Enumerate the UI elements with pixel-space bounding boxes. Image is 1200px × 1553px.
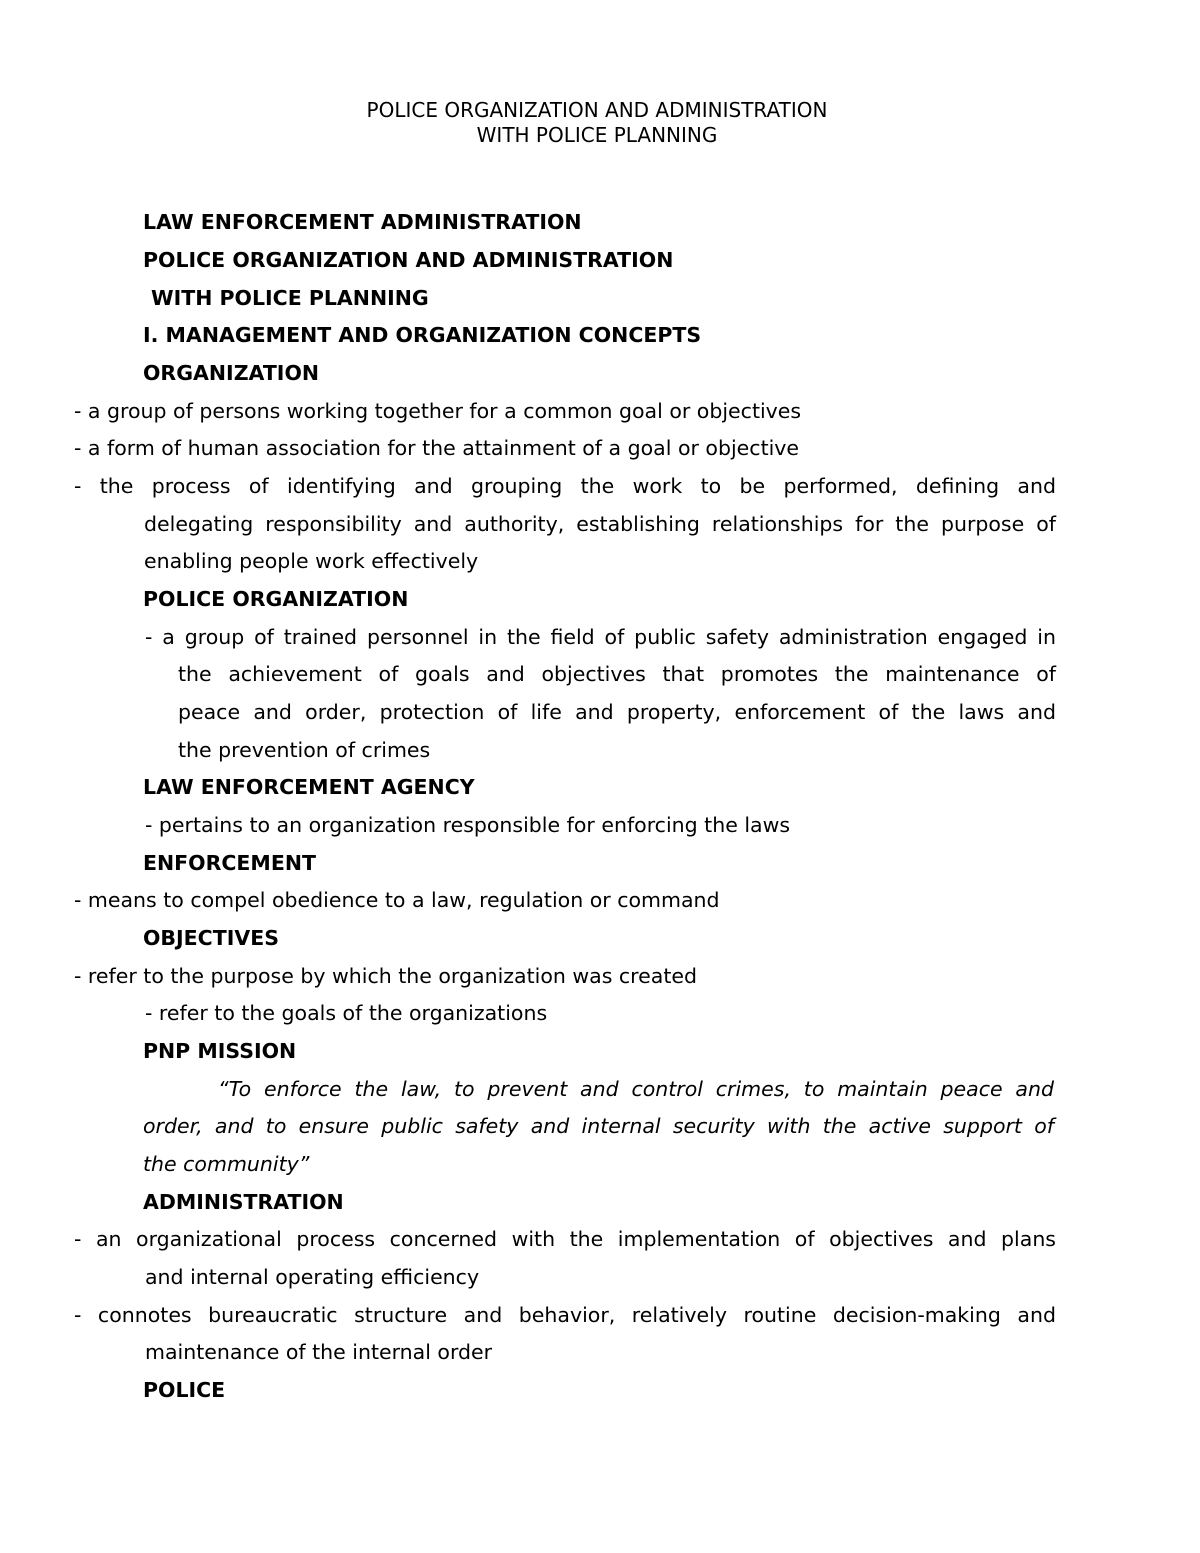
organization-definition-1: - a group of persons working together for a common goal or objectives xyxy=(74,399,802,423)
heading-section-1: I. MANAGEMENT AND ORGANIZATION CONCEPTS xyxy=(143,323,702,347)
administration-definition-1-line-1: - an organizational process concerned with the implementation of objectives and plans xyxy=(74,1227,1056,1251)
enforcement-definition: - means to compel obedience to a law, regulation or command xyxy=(74,888,720,912)
organization-definition-3-line-3: enabling people work effectively xyxy=(144,549,479,573)
administration-definition-1-line-2: and internal operating efficiency xyxy=(145,1265,480,1289)
police-organization-line-3: peace and order, protection of life and property, enforcement of the laws and xyxy=(178,700,1056,724)
heading-police-organization: POLICE ORGANIZATION xyxy=(143,587,409,611)
organization-definition-3-line-2: delegating responsibility and authority, establishing relationships for the purpose of xyxy=(144,512,1056,536)
administration-definition-2-line-1: - connotes bureaucratic structure and behavior, relatively routine decision-making and xyxy=(74,1303,1056,1327)
heading-police: POLICE xyxy=(143,1378,226,1402)
law-enforcement-agency-definition: - pertains to an organization responsible for enforcing the laws xyxy=(145,813,791,837)
organization-definition-2: - a form of human association for the attainment of a goal or objective xyxy=(74,436,800,460)
heading-police-organization-and-administration: POLICE ORGANIZATION AND ADMINISTRATION xyxy=(143,248,674,272)
document-title-line-2: WITH POLICE PLANNING xyxy=(476,123,718,147)
police-organization-line-4: the prevention of crimes xyxy=(178,738,431,762)
police-organization-line-2: the achievement of goals and objectives that promotes the maintenance of xyxy=(178,662,1056,686)
pnp-mission-line-2: order, and to ensure public safety and internal security with the active support of xyxy=(143,1114,1054,1138)
document-title-line-1: POLICE ORGANIZATION AND ADMINISTRATION xyxy=(366,98,828,122)
objectives-definition-1: - refer to the purpose by which the organization was created xyxy=(74,964,697,988)
heading-with-police-planning: WITH POLICE PLANNING xyxy=(151,286,429,310)
pnp-mission-line-3: the community” xyxy=(143,1152,310,1176)
heading-enforcement: ENFORCEMENT xyxy=(143,851,316,875)
heading-organization: ORGANIZATION xyxy=(143,361,320,385)
objectives-definition-2: - refer to the goals of the organizations xyxy=(145,1001,548,1025)
heading-pnp-mission: PNP MISSION xyxy=(143,1039,297,1063)
organization-definition-3-line-1: - the process of identifying and grouping the work to be performed, defining and xyxy=(74,474,1056,498)
heading-law-enforcement-administration: LAW ENFORCEMENT ADMINISTRATION xyxy=(143,210,582,234)
police-organization-line-1: - a group of trained personnel in the field of public safety administration engaged in xyxy=(145,625,1056,649)
pnp-mission-line-1: “To enforce the law, to prevent and control crimes, to maintain peace and xyxy=(218,1077,1054,1101)
heading-objectives: OBJECTIVES xyxy=(143,926,279,950)
administration-definition-2-line-2: maintenance of the internal order xyxy=(145,1340,493,1364)
heading-law-enforcement-agency: LAW ENFORCEMENT AGENCY xyxy=(143,775,475,799)
heading-administration: ADMINISTRATION xyxy=(143,1190,344,1214)
